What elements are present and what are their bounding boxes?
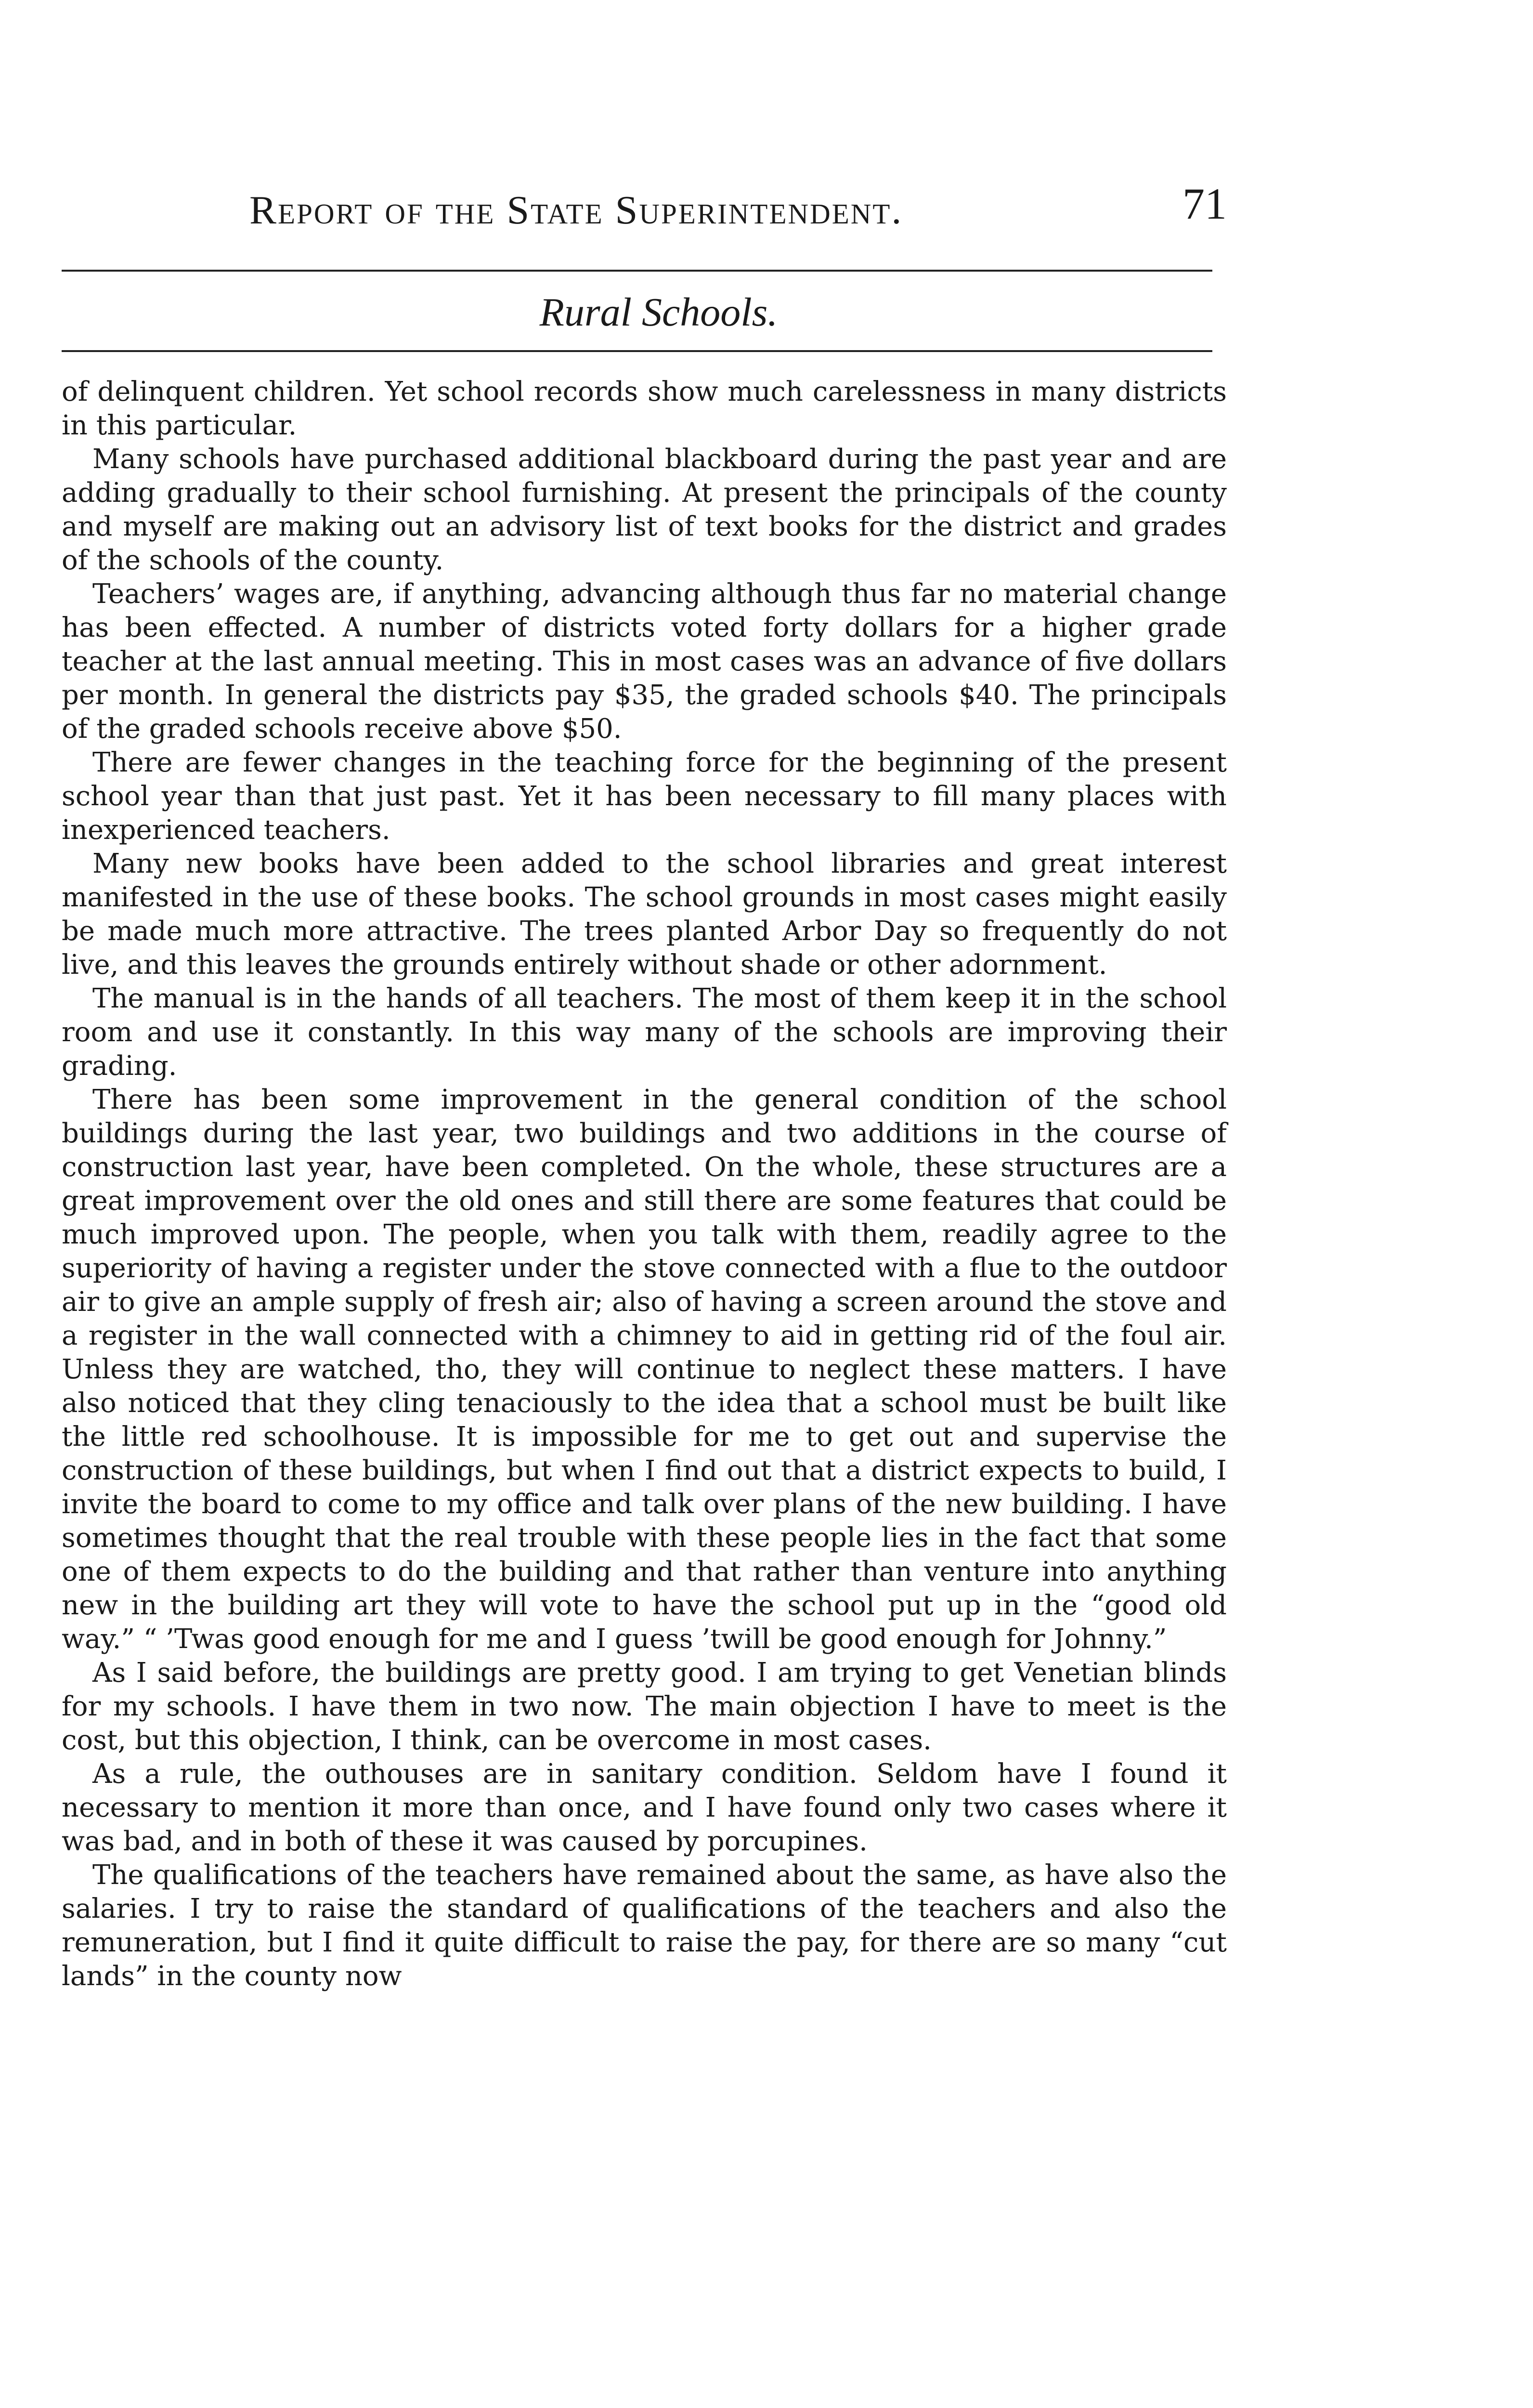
body-text bbox=[62, 375, 1227, 1993]
paragraph: The qualifications of the teachers have remained about the same, as have also the salaries. I try to raise the standard of qualifications of the teachers and also the remuneration, but I find it quite difficult to raise the pay, for there are so many “cut lands” in the county now bbox=[62, 1859, 1227, 1992]
document-page bbox=[62, 178, 1227, 1993]
section-rule bbox=[62, 350, 1212, 352]
paragraph: There has been some improvement in the general condition of the school buildings during the last year, two buildings and two additions in the course of construction last year, have been completed. On the whole, these structures are a great improvement over the old ones and still there are some features that could be much improved upon. The people, when you talk with them, readily agree to the superiority of having a register under the stove connected with a flue to the outdoor air to give an ample supply of fresh air; also of having a screen around the stove and a register in the wall connected with a chimney to aid in getting rid of the foul air. Unless they are watched, tho, they will continue to neglect these matters. I have also noticed that they cling tenaciously to the idea that a school must be built like the little red schoolhouse. It is impossible for me to get out and supervise the construction of these buildings, but when I find out that a district expects to build, I invite the board to come to my office and talk over plans of the new building. I have sometimes thought that the real trouble with these people lies in the fact that some one of them expects to do the building and that rather than venture into anything new in the building art they will vote to have the school put up in the “good old way.” “ ’Twas good enough for me and I guess ’twill be good enough for Johnny.” bbox=[62, 1084, 1227, 1655]
paragraph: As I said before, the buildings are pretty good. I am trying to get Venetian blinds for my schools. I have them in two now. The main objection I have to meet is the cost, but this objection, I think, can be overcome in most cases. bbox=[62, 1657, 1227, 1756]
header-rule bbox=[62, 270, 1212, 272]
paragraph: Many schools have purchased additional blackboard during the past year and are adding gradually to their school furnishing. At present the principals of the county and myself are making out an advisory list of text books for the district and grades of the schools of the county. bbox=[62, 444, 1227, 576]
paragraph: Many new books have been added to the school libraries and great interest manifested in the use of these books. The school grounds in most cases might easily be made much more attractive. The trees planted Arbor Day so frequently do not live, and this leaves the grounds entirely without shade or other adornment. bbox=[62, 848, 1227, 981]
section-title: Rural Schools. bbox=[539, 290, 778, 335]
paragraph: Teachers’ wages are, if anything, advancing although thus far no material change has been effected. A number of districts voted forty dollars for a higher grade teacher at the last annual meeting. This in most cases was an advance of five dollars per month. In general the districts pay $35, the graded schools $40. The principals of the graded schools receive above $50. bbox=[62, 578, 1227, 745]
running-header bbox=[62, 178, 1227, 241]
paragraph: The manual is in the hands of all teachers. The most of them keep it in the school room and use it constantly. In this way many of the schools are improving their grading. bbox=[62, 983, 1227, 1082]
paragraph: There are fewer changes in the teaching force for the beginning of the present school year than that just past. Yet it has been necessary to fill many places with inexperienced teachers. bbox=[62, 747, 1227, 846]
paragraph: of delinquent children. Yet school records show much carelessness in many districts in this particular. bbox=[62, 376, 1227, 441]
running-title: Report of the State Superintendent. bbox=[249, 188, 903, 233]
paragraph: As a rule, the outhouses are in sanitary condition. Seldom have I found it necessary to mention it more than once, and I have found only two cases where it was bad, and in both of these it was caused by porcupines. bbox=[62, 1758, 1227, 1857]
page-number: 71 bbox=[1182, 179, 1227, 228]
